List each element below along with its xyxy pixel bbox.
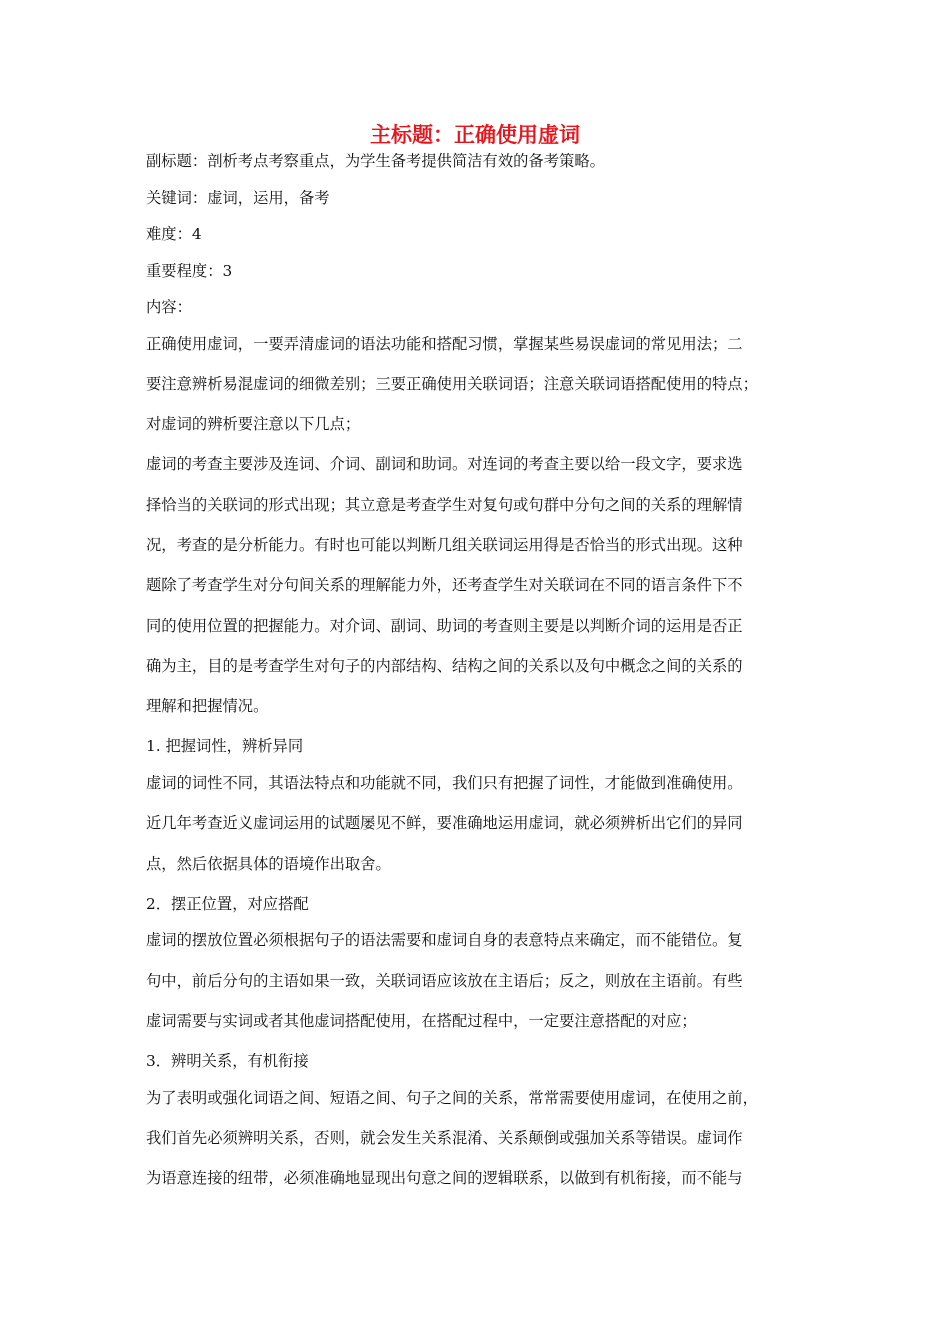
text-line: 我们首先必须辨明关系，否则，就会发生关系混淆、关系颠倒或强加关系等错误。虚词作 (146, 1129, 743, 1148)
importance-line: 重要程度：3 (146, 261, 233, 280)
section-heading: 2．摆正位置，对应搭配 (146, 894, 309, 913)
text-line: 为了表明或强化词语之间、短语之间、句子之间的关系，常常需要使用虚词，在使用之前， (146, 1088, 758, 1107)
section2-paragraph (146, 929, 806, 1050)
intro-paragraph (146, 333, 806, 454)
text-line: 要注意辨析易混虚词的细微差别；三要正确使用关联词语；注意关联词语搭配使用的特点； (146, 374, 758, 393)
content-label: 内容： (146, 298, 192, 316)
page-title: 主标题：正确使用虚词 (370, 123, 580, 147)
text-line: 虚词的摆放位置必须根据句子的语法需要和虚词自身的表意特点来确定，而不能错位。复 (146, 931, 743, 950)
text-line: 择恰当的关联词的形式出现；其立意是考查学生对复句或句群中分句之间的关系的理解情 (146, 495, 743, 514)
text-line: 句中，前后分句的主语如果一致，关联词语应该放在主语后；反之，则放在主语前。有些 (146, 971, 743, 990)
text-line: 题除了考查学生对分句间关系的理解能力外，还考查学生对关联词在不同的语言条件下不 (146, 576, 743, 595)
difficulty-line: 难度：4 (146, 225, 202, 243)
text-line: 对虚词的辨析要注意以下几点； (146, 415, 361, 434)
text-line: 虚词的考查主要涉及连词、介词、副词和助词。对连词的考查主要以给一段文字，要求选 (146, 455, 743, 474)
text-line: 正确使用虚词，一要弄清虚词的语法功能和搭配习惯，掌握某些易误虚词的常见用法；二 (146, 334, 743, 353)
text-line: 同的使用位置的把握能力。对介词、副词、助词的考查则主要是以判断介词的运用是否正 (146, 616, 743, 635)
overview-paragraph (146, 453, 806, 735)
text-line: 确为主，目的是考查学生对句子的内部结构、结构之间的关系以及句中概念之间的关系的 (146, 656, 743, 675)
text-line: 虚词需要与实词或者其他虚词搭配使用，在搭配过程中，一定要注意搭配的对应； (146, 1011, 697, 1030)
section3-paragraph (146, 1087, 806, 1208)
section-heading: 1. 把握词性，辨析异同 (146, 737, 304, 756)
section1-paragraph (146, 772, 806, 893)
section-heading: 3．辨明关系，有机衔接 (146, 1052, 309, 1071)
document-body (146, 150, 806, 1208)
text-line: 为语意连接的纽带，必须准确地显现出句意之间的逻辑联系，以做到有机衔接，而不能与 (146, 1169, 743, 1188)
subtitle-line: 副标题：剖析考点考察重点，为学生备考提供简洁有效的备考策略。 (146, 152, 605, 170)
keywords-line: 关键词：虚词，运用，备考 (146, 188, 330, 207)
text-line: 况，考查的是分析能力。有时也可能以判断几组关联词运用得是否恰当的形式出现。这种 (146, 535, 743, 554)
text-line: 点，然后依据具体的语境作出取舍。 (146, 854, 391, 873)
text-line: 理解和把握情况。 (146, 697, 269, 716)
text-line: 近几年考查近义虚词运用的试题屡见不鲜，要准确地运用虚词，就必须辨析出它们的异同 (146, 814, 743, 833)
text-line: 虚词的词性不同，其语法特点和功能就不同，我们只有把握了词性，才能做到准确使用。 (146, 773, 743, 792)
